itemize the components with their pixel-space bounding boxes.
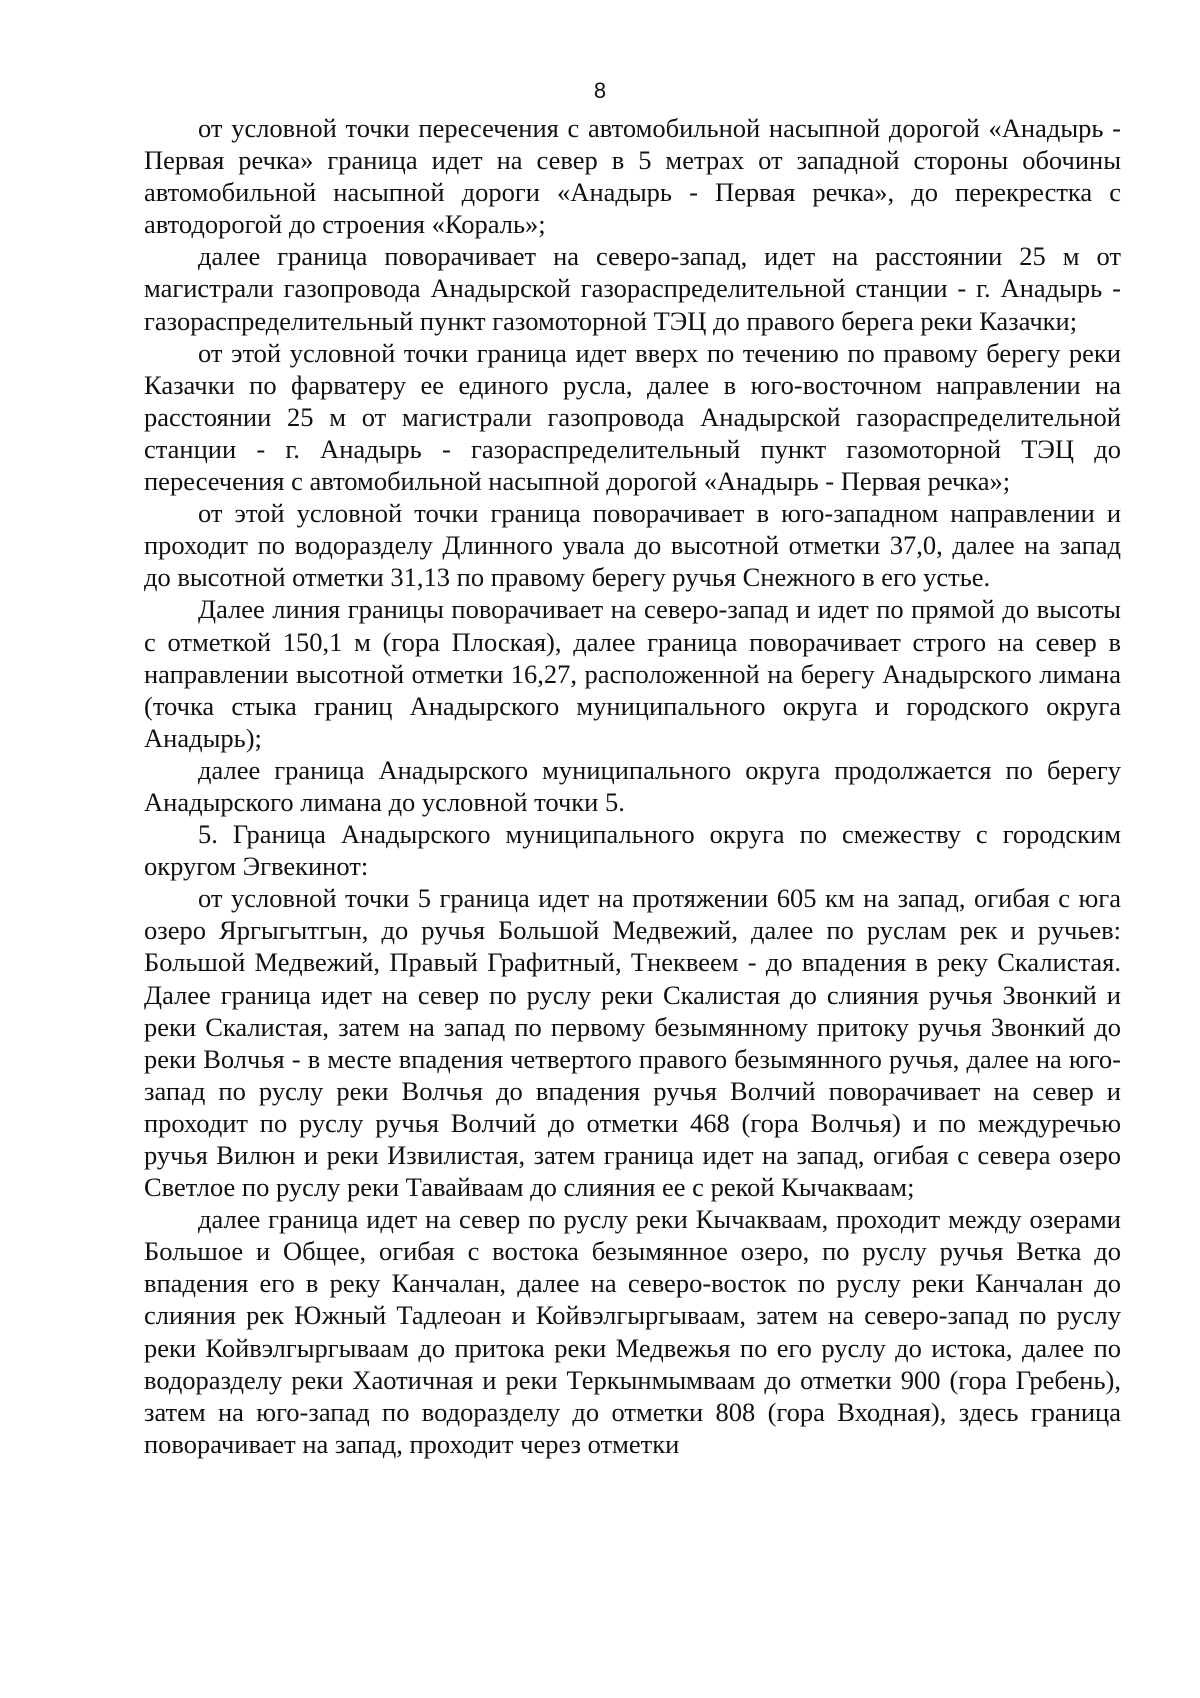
paragraph-6: далее граница Анадырского муниципального округа продолжается по берегу Анадырского лимана до условной точки 5.	[144, 754, 1121, 817]
paragraph-1: от условной точки пересечения с автомобильной насыпной дорогой «Анадырь - Первая речка» граница идет на север в 5 метрах от западной стороны обочины автомобильной насыпной дороги «Анадырь - Первая речка», до перекрестка с автодорогой до строения «Кораль»;	[144, 113, 1121, 240]
section-heading-5: 5. Граница Анадырского муниципального округа по смежеству с городским округом Эгвекинот:	[144, 819, 1121, 882]
document-body	[144, 112, 1121, 1460]
paragraph-4: от этой условной точки граница поворачивает в юго-западном направлении и проходит по водоразделу Длинного увала до высотной отметки 37,0, далее на запад до высотной отметки 31,13 по правому берегу ручья Снежного в его устье.	[144, 498, 1121, 593]
paragraph-5: Далее линия границы поворачивает на северо-запад и идет по прямой до высоты с отметкой 150,1 м (гора Плоская), далее граница поворачивает строго на север в направлении высотной отметки 16,27, расположенной на берегу Анадырского лимана (точка стыка границ Анадырского муниципального округа и городского округа Анадырь);	[144, 594, 1121, 753]
paragraph-9: далее граница идет на север по руслу реки Кычакваам, проходит между озерами Большое и Общее, огибая с востока безымянное озеро, по руслу ручья Ветка до впадения его в реку Канчалан, далее на северо-восток по руслу реки Канчалан до слияния рек Южный Тадлеоан и Койвэлгыргываам, затем на северо-запад по руслу реки Койвэлгыргываам до притока реки Медвежья по его руслу до истока, далее по водоразделу реки Хаотичная и реки Теркынмымваам до отметки 900 (гора Гребень), затем на юго-запад по водоразделу до отметки 808 (гора Входная), здесь граница поворачивает на запад, проходит через отметки	[144, 1204, 1121, 1459]
paragraph-8: от условной точки 5 граница идет на протяжении 605 км на запад, огибая с юга озеро Яргыгытгын, до ручья Большой Медвежий, далее по руслам рек и ручьев: Большой Медвежий, Правый Графитный, Тнеквеем - до впадения в реку Скалистая. Далее граница идет на север по руслу реки Скалистая до слияния ручья Звонкий и реки Скалистая, затем на запад по первому безымянному притоку ручья Звонкий до реки Волчья - в месте впадения четвертого правого безымянного ручья, далее на юго-запад по руслу реки Волчья до впадения ручья Волчий поворачивает на север и проходит по руслу ручья Волчий до отметки 468 (гора Волчья) и по междуречью ручья Вилюн и реки Извилистая, затем граница идет на запад, огибая с севера озеро Светлое по руслу реки Тавайваам до слияния ее с рекой Кычакваам;	[144, 883, 1121, 1203]
paragraph-2: далее граница поворачивает на северо-запад, идет на расстоянии 25 м от магистрали газопровода Анадырской газораспределительной станции - г. Анадырь - газораспределительный пункт газомоторной ТЭЦ до правого берега реки Казачки;	[144, 241, 1121, 336]
paragraph-3: от этой условной точки граница идет вверх по течению по правому берегу реки Казачки по фарватеру ее единого русла, далее в юго-восточном направлении на расстоянии 25 м от магистрали газопровода Анадырской газораспределительной станции - г. Анадырь - газораспределительный пункт газомоторной ТЭЦ до пересечения с автомобильной насыпной дорогой «Анадырь - Первая речка»;	[144, 337, 1121, 497]
page-number: 8	[593, 78, 607, 103]
